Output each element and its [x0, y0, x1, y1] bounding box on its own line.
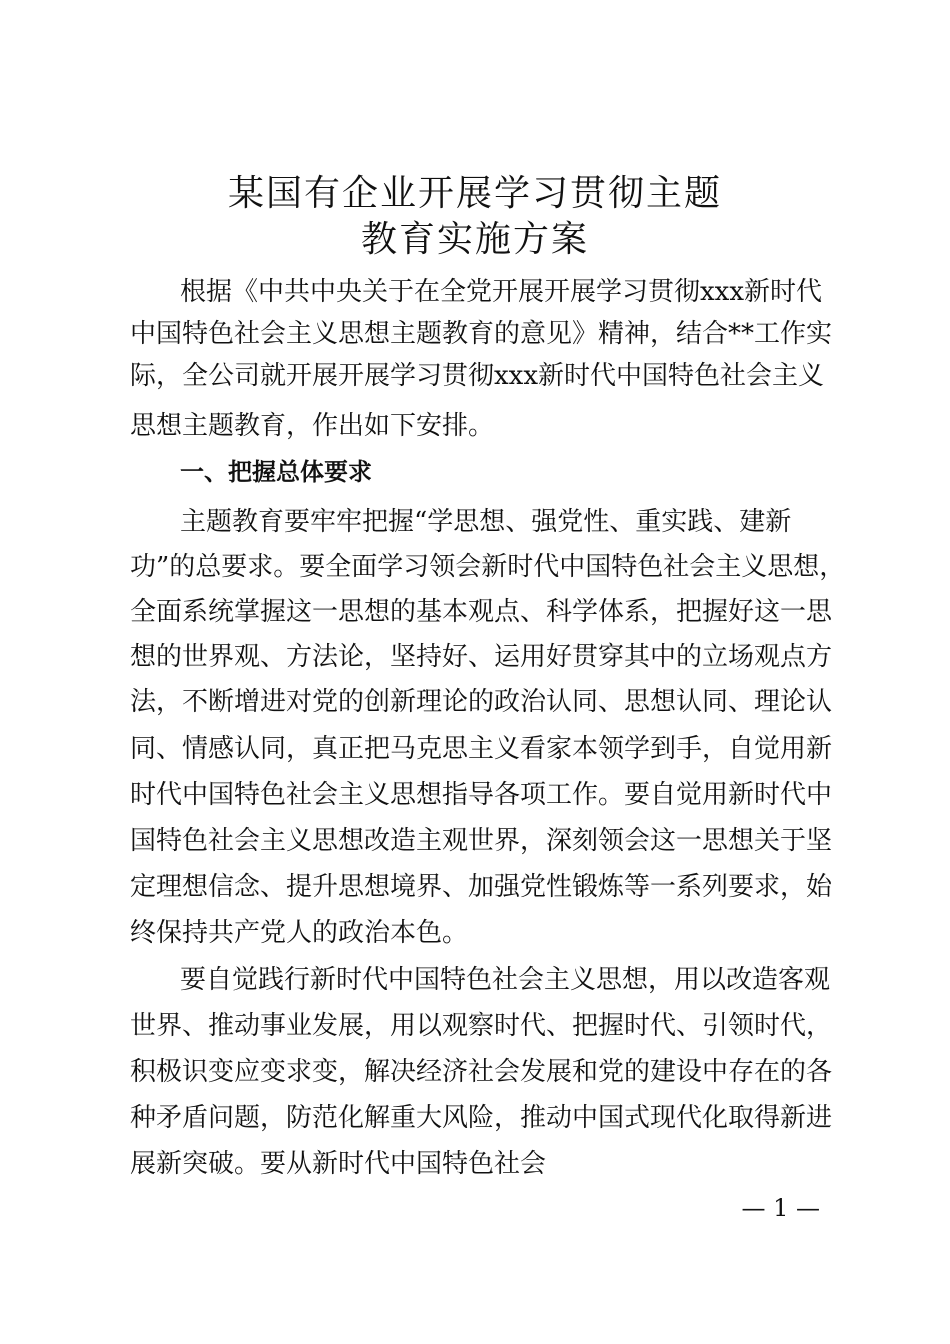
paragraph-line: 时代中国特色社会主义思想指导各项工作。要自觉用新时代中 [130, 780, 833, 810]
intro-line: 根据《中共中央关于在全党开展开展学习贯彻xxx新时代 [180, 277, 822, 307]
paragraph-line: 主题教育要牢牢把握“学思想、强党性、重实践、建新 [180, 507, 792, 537]
paragraph-line: 法，不断增进对党的创新理论的政治认同、思想认同、理论认 [130, 687, 833, 717]
document-title-line-2: 教育实施方案 [360, 219, 589, 260]
paragraph-line: 展新突破。要从新时代中国特色社会 [130, 1149, 547, 1179]
page-number: — 1 — [741, 1194, 820, 1222]
paragraph-line: 想的世界观、方法论，坚持好、运用好贯穿其中的立场观点方 [130, 642, 833, 672]
intro-line: 思想主题教育，作出如下安排。 [130, 411, 495, 441]
paragraph-line: 世界、推动事业发展，用以观察时代、把握时代、引领时代， [130, 1011, 833, 1041]
document-title-line-1: 某国有企业开展学习贯彻主题 [227, 173, 722, 214]
paragraph-line: 功”的总要求。要全面学习领会新时代中国特色社会主义思想， [130, 552, 846, 582]
paragraph-line: 积极识变应变求变，解决经济社会发展和党的建设中存在的各 [130, 1057, 833, 1087]
paragraph-line: 定理想信念、提升思想境界、加强党性锻炼等一系列要求，始 [130, 872, 833, 902]
paragraph-line: 终保持共产党人的政治本色。 [130, 918, 469, 948]
paragraph-line: 国特色社会主义思想改造主观世界，深刻领会这一思想关于坚 [130, 826, 833, 856]
intro-line: 际，全公司就开展开展学习贯彻xxx新时代中国特色社会主义 [130, 361, 824, 391]
paragraph-line: 全面系统掌握这一思想的基本观点、科学体系，把握好这一思 [130, 597, 833, 627]
paragraph-line: 种矛盾问题，防范化解重大风险，推动中国式现代化取得新进 [130, 1103, 833, 1133]
paragraph-line: 同、情感认同，真正把马克思主义看家本领学到手，自觉用新 [130, 734, 833, 764]
paragraph-line: 要自觉践行新时代中国特色社会主义思想，用以改造客观 [180, 965, 831, 995]
section-heading: 一、把握总体要求 [180, 458, 372, 486]
intro-line: 中国特色社会主义思想主题教育的意见》精神，结合**工作实 [130, 319, 833, 349]
